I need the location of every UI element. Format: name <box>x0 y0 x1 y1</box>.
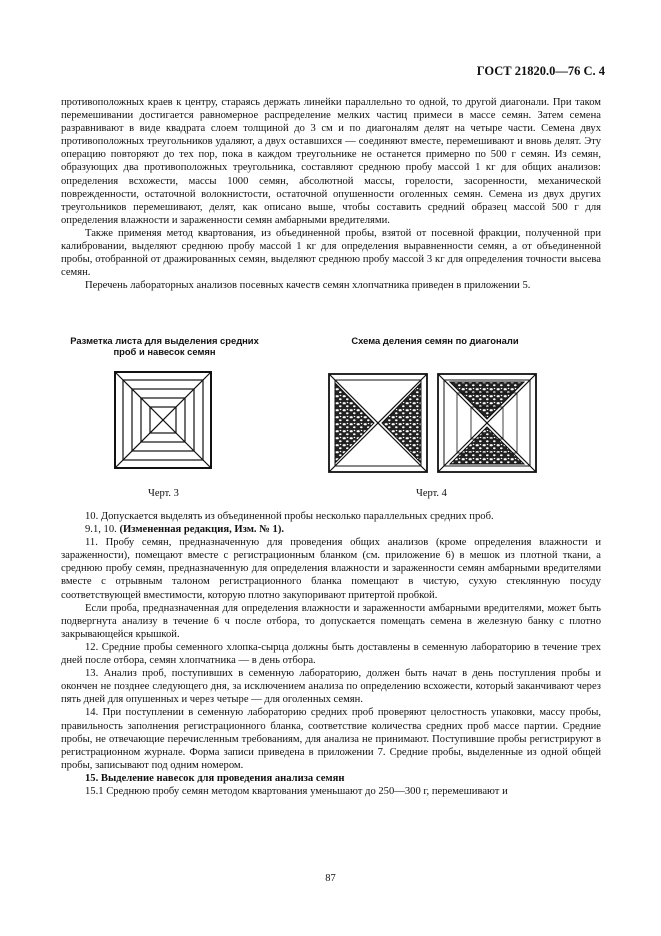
edit-note <box>61 523 601 536</box>
paragraph-14: 14. При поступлении в семенную лабораторию средних проб проверяют целостность упаковки, массу пробы, правильность заполнения регистрационного бланка, соответствие количества средних проб массе партии. Средние пробы, не отвечающие перечисленным требованиям, для анализа не принимают. Поступившие пробы регистрируют в регистрационном журнале. Форма записи приведена в приложении 7. Средние пробы, выделенные из одной общей пробы, записывают под одним номером. <box>61 707 601 771</box>
edit-note-bold: (Измененная редакция, Изм. № 1). <box>119 524 284 536</box>
paragraph-10: 10. Допускается выделять из объединенной пробы несколько параллельных средних проб. <box>85 511 494 522</box>
figure-4-left-square <box>329 374 427 472</box>
figure-3-caption: Разметка листа для выделения средних проб и навесок семян <box>70 335 259 357</box>
paragraph-12: 12. Средние пробы семенного хлопка-сырца должны быть доставлены в семенную лабораторию в течение трех дней после отбора, семян хлопчатника — в день отбора. <box>61 641 601 667</box>
paragraph-quartering: Также применяя метод квартования, из объединенной пробы, взятой от посевной фракции, полученной при калибровании, выделяют среднюю пробу массой 1 кг для определения выравненности семян, а от объединенной пробы, отобранной от дражированных семян, выделяют среднюю пробу массой 3 кг для определения точности высева семян. <box>61 227 601 279</box>
paragraph-continuation: противоположных краев к центру, стараясь держать линейки параллельно то одной, то другой диагонали. При таком перемешивании достигается равномерное распределение мелких частиц примеси в массе семян. Затем семена разравнивают в виде квадрата слоем толщиной до 3 см и по диагоналям делят на четыре части. Семена двух противоположных треугольников удаляют, а двух оставшихся — соединяют вместе, перемешивают и вновь делят. Эту операцию повторяют до тех пор, пока в каждом треугольнике не останется примерно по 500 г семян. Из семян, образующих два противоположных треугольника, составляют среднюю пробу массой 1 кг для общих анализов: определения всхожести, массы 1000 семян, абсолютной массы, горелости, засоренности, механической поврежденности, остаточной волокнистости, остаточной опушенности оголенных семян. Семена из двух других треугольников перемешивают, делят, как описано выше, чтобы составить средний образец массой 500 г для определения влажности и зараженности семян амбарными вредителями. <box>61 97 601 226</box>
section-15-heading-text: 15. Выделение навесок для проведения анализа семян <box>85 772 345 784</box>
figure-4-label: Черт. 4 <box>416 488 447 499</box>
figure-3-label: Черт. 3 <box>148 488 179 499</box>
paragraph-15-1: 15.1 Среднюю пробу семян методом квартования уменьшают до 250—300 г, перемешивают и <box>85 785 508 797</box>
section-15-heading <box>61 772 601 785</box>
edit-note-prefix: 9.1, 10. <box>85 524 120 536</box>
figure-4-right-square <box>438 374 536 472</box>
paragraph-11: 11. Пробу семян, предназначенную для проведения общих анализов (кроме определения влажности и зараженности), помещают вместе с регистрационным бланком (см. приложение 6) в мешок из плотной ткани, а среднюю пробу семян, предназначенную для определения влажности и зараженности семян амбарными вредителями вместе с отрывным талоном регистрационного бланка помещают в чистую, сухую стеклянную посуду соответствующей вместимости, которую плотно закупоривают притертой пробкой. <box>61 537 601 601</box>
figure-4-diagram <box>328 373 538 473</box>
top-text-block <box>61 96 601 292</box>
figure-4-caption: Схема деления семян по диагонали <box>351 335 519 346</box>
paragraph-11-continued: Если проба, предназначенная для определения влажности и зараженности амбарными вредителями, может быть подвергнута анализу в течение 6 ч после отбора, то допускается помещать семена в железную банку с плотно закрывающейся крышкой. <box>61 602 601 640</box>
paragraph-13: 13. Анализ проб, поступивших в семенную лабораторию, должен быть начат в день поступления пробы и окончен не позднее следующего дня, за исключением анализа по определению всхожести, который заканчивают через пять дней для опушенных и через четыре — для оголенных семян. <box>61 668 601 706</box>
figure-3-diagram <box>114 371 212 469</box>
bottom-text-block <box>61 510 601 798</box>
paragraph-analyses-list: Перечень лабораторных анализов посевных качеств семян хлопчатника приведен в приложении 5. <box>85 280 531 292</box>
standard-header: ГОСТ 21820.0—76 С. 4 <box>476 64 605 78</box>
page-number: 87 <box>325 873 336 884</box>
